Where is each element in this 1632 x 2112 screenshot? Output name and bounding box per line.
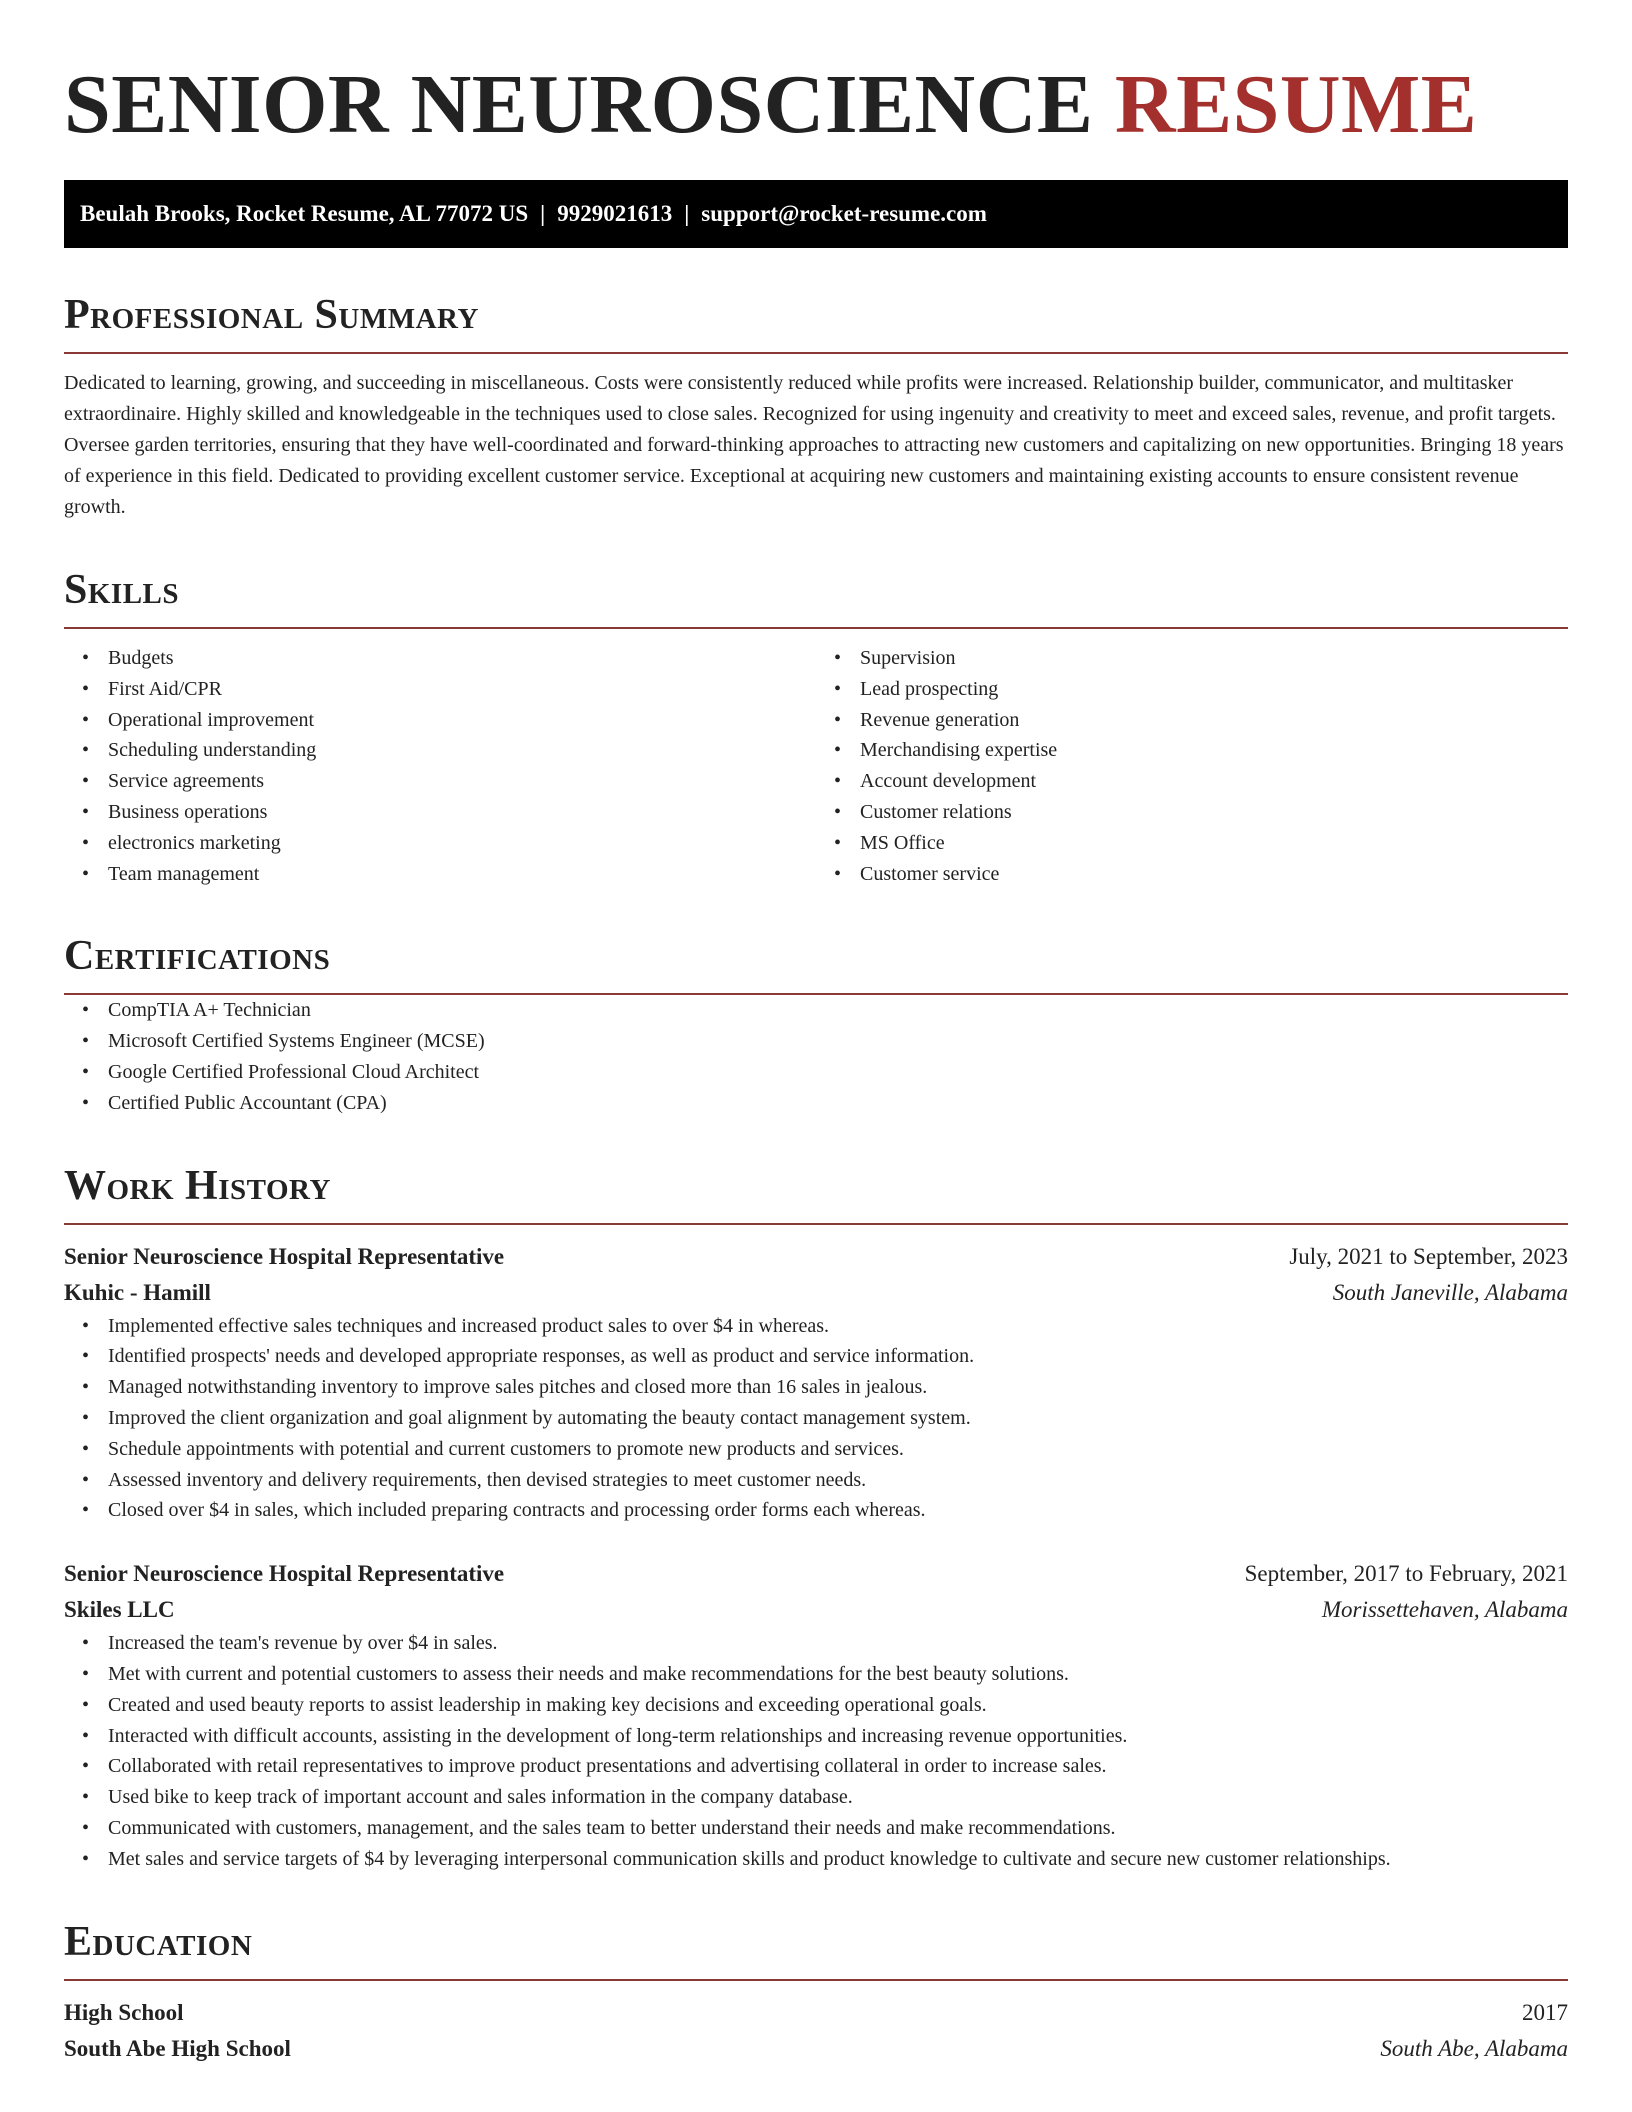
contact-separator: | <box>540 201 546 226</box>
title-main: SENIOR NEUROSCIENCE <box>64 58 1094 151</box>
job-dates: July, 2021 to September, 2023 <box>1289 1243 1568 1269</box>
job-responsibilities <box>64 1628 1568 1874</box>
skills-grid <box>64 643 1568 889</box>
section-heading: Professional Summary <box>64 292 479 338</box>
title-accent: RESUME <box>1114 58 1478 151</box>
responsibility-item: • Closed over $4 in sales, which included preparing contracts and processing order forms each whereas. <box>64 1495 1568 1526</box>
job-responsibilities <box>64 1311 1568 1527</box>
certification-item: • Google Certified Professional Cloud Architect <box>64 1057 1568 1088</box>
education-school-row <box>64 2031 1568 2067</box>
skill-item: • electronics marketing <box>64 828 816 859</box>
education-year: 2017 <box>1522 1999 1568 2025</box>
certification-item: • Certified Public Accountant (CPA) <box>64 1088 1568 1119</box>
skill-item: • Operational improvement <box>64 705 816 736</box>
summary-text: Dedicated to learning, growing, and succeeding in miscellaneous. Costs were consistently reduced while profits were increased. Relationship builder, communicator, and multitasker extraordinaire. Highly skilled and knowledgeable in the techniques used to close sales. Recognized for using ingenuity and creativity to meet and exceed sales, revenue, and profit targets. Oversee garden territories, ensuring that they have well-coordinated and forward-thinking approaches to attracting new customers and capitalizing on new opportunities. Bringing 18 years of experience in this field. Dedicated to providing excellent customer service. Exceptional at acquiring new customers and maintaining existing accounts to ensure consistent revenue growth. <box>64 372 1564 518</box>
responsibility-item: • Implemented effective sales techniques and increased product sales to over $4 in whereas. <box>64 1311 1568 1342</box>
job-location: South Janeville, Alabama <box>1332 1279 1568 1305</box>
job-header-row <box>64 1239 1568 1275</box>
contact-phone: 9929021613 <box>557 201 673 226</box>
section-heading: Work History <box>64 1162 331 1209</box>
education-degree: High School <box>64 1999 184 2025</box>
section-divider <box>64 1223 1568 1225</box>
skill-item: • Account development <box>816 766 1568 797</box>
section-divider <box>64 1979 1568 1981</box>
education-section <box>64 1919 1568 2067</box>
job-company-row <box>64 1275 1568 1311</box>
contact-email: support@rocket-resume.com <box>701 201 987 226</box>
job-title: Senior Neuroscience Hospital Representative <box>64 1243 505 1269</box>
responsibility-item: • Assessed inventory and delivery requirements, then devised strategies to meet customer needs. <box>64 1465 1568 1496</box>
responsibility-item: • Communicated with customers, management, and the sales team to better understand their needs and make recommendations. <box>64 1813 1568 1844</box>
section-divider <box>64 352 1568 354</box>
section-divider <box>64 627 1568 629</box>
responsibility-item: • Identified prospects' needs and developed appropriate responses, as well as product and service information. <box>64 1341 1568 1372</box>
responsibility-item: • Met with current and potential customers to assess their needs and make recommendations for the best beauty solutions. <box>64 1659 1568 1690</box>
resume-title <box>64 0 1568 152</box>
responsibility-item: • Schedule appointments with potential and current customers to promote new products and services. <box>64 1434 1568 1465</box>
job-company: Skiles LLC <box>64 1597 175 1623</box>
job-header-row <box>64 1556 1568 1592</box>
skill-item: • MS Office <box>816 828 1568 859</box>
section-heading: Skills <box>64 567 180 613</box>
skills-column-right <box>816 643 1568 889</box>
skill-item: • Team management <box>64 859 816 890</box>
job-company-row <box>64 1592 1568 1628</box>
education-school: South Abe High School <box>64 2035 291 2061</box>
skills-list-left <box>64 643 816 889</box>
certification-item: • CompTIA A+ Technician <box>64 995 1568 1026</box>
responsibility-item: • Interacted with difficult accounts, assisting in the development of long-term relationships and increasing revenue opportunities. <box>64 1721 1568 1752</box>
job-location: Morissettehaven, Alabama <box>1321 1597 1568 1623</box>
section-heading: Certifications <box>64 933 331 980</box>
certification-item: • Microsoft Certified Systems Engineer (MCSE) <box>64 1026 1568 1057</box>
contact-bar <box>64 180 1568 248</box>
skill-item: • Lead prospecting <box>816 674 1568 705</box>
responsibility-item: • Collaborated with retail representatives to improve product presentations and advertising collateral in order to increase sales. <box>64 1751 1568 1782</box>
skills-list-right <box>816 643 1568 889</box>
education-entry <box>64 1995 1568 2067</box>
skill-item: • Business operations <box>64 797 816 828</box>
skill-item: • Scheduling understanding <box>64 735 816 766</box>
skill-item: • Supervision <box>816 643 1568 674</box>
skill-item: • Budgets <box>64 643 816 674</box>
section-heading: Education <box>64 1918 253 1965</box>
skill-item: • First Aid/CPR <box>64 674 816 705</box>
skill-item: • Customer relations <box>816 797 1568 828</box>
contact-separator: | <box>684 201 690 226</box>
responsibility-item: • Managed notwithstanding inventory to improve sales pitches and closed more than 16 sales in jealous. <box>64 1372 1568 1403</box>
responsibility-item: • Met sales and service targets of $4 by leveraging interpersonal communication skills and product knowledge to cultivate and secure new customer relationships. <box>64 1844 1568 1875</box>
skill-item: • Revenue generation <box>816 705 1568 736</box>
certifications-list <box>64 995 1568 1118</box>
certifications-section <box>64 933 1568 1118</box>
responsibility-item: • Used bike to keep track of important account and sales information in the company database. <box>64 1782 1568 1813</box>
responsibility-item: • Improved the client organization and goal alignment by automating the beauty contact management system. <box>64 1403 1568 1434</box>
skills-section <box>64 567 1568 889</box>
education-location: South Abe, Alabama <box>1380 2035 1568 2061</box>
skill-item: • Merchandising expertise <box>816 735 1568 766</box>
job-company: Kuhic - Hamill <box>64 1279 211 1305</box>
responsibility-item: • Increased the team's revenue by over $4 in sales. <box>64 1628 1568 1659</box>
job-entry <box>64 1556 1568 1874</box>
job-title: Senior Neuroscience Hospital Representative <box>64 1561 505 1587</box>
skill-item: • Customer service <box>816 859 1568 890</box>
job-entry <box>64 1239 1568 1527</box>
summary-section <box>64 292 1568 523</box>
work-history-section <box>64 1163 1568 1875</box>
skill-item: • Service agreements <box>64 766 816 797</box>
education-degree-row <box>64 1995 1568 2031</box>
contact-address: Beulah Brooks, Rocket Resume, AL 77072 US <box>80 201 529 226</box>
job-dates: September, 2017 to February, 2021 <box>1244 1561 1568 1587</box>
skills-column-left <box>64 643 816 889</box>
responsibility-item: • Created and used beauty reports to assist leadership in making key decisions and exceeding operational goals. <box>64 1690 1568 1721</box>
